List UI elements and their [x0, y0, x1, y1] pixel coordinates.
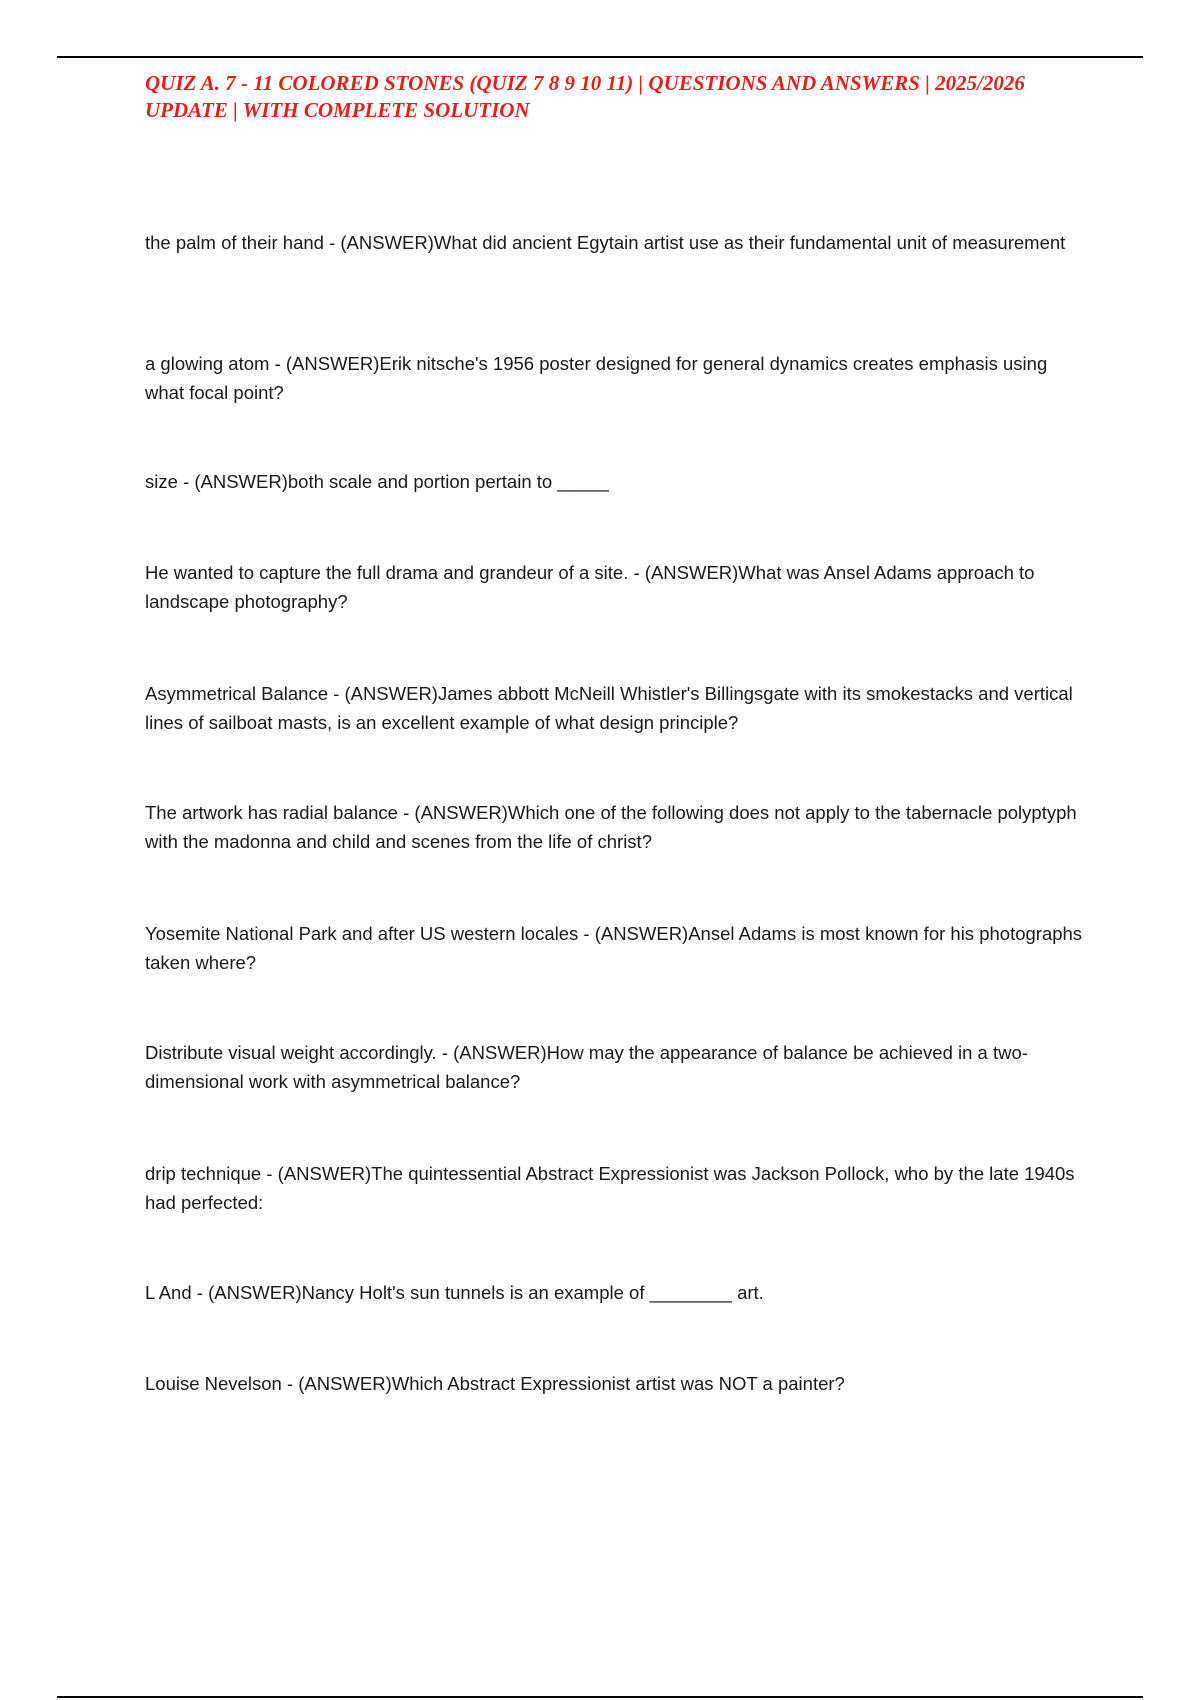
- qa-item: size - (ANSWER)both scale and portion pertain to _____: [145, 471, 609, 492]
- qa-item: Asymmetrical Balance - (ANSWER)James abbott McNeill Whistler's Billingsgate with its smokestacks and vertical lines of sailboat masts, is an excellent example of what design principle?: [145, 683, 1073, 733]
- qa-item: The artwork has radial balance - (ANSWER)Which one of the following does not apply to the tabernacle polyptyph with the madonna and child and scenes from the life of christ?: [145, 802, 1077, 852]
- document-title: QUIZ A. 7 - 11 COLORED STONES (QUIZ 7 8 9 10 11) | QUESTIONS AND ANSWERS | 2025/2026 UPDATE | WITH COMPLETE SOLUTION: [145, 71, 1025, 122]
- qa-item: Distribute visual weight accordingly. - (ANSWER)How may the appearance of balance be achieved in a two-dimensional work with asymmetrical balance?: [145, 1042, 1028, 1092]
- qa-item: drip technique - (ANSWER)The quintessential Abstract Expressionist was Jackson Pollock, who by the late 1940s had perfected:: [145, 1163, 1075, 1213]
- qa-item: a glowing atom - (ANSWER)Erik nitsche's 1956 poster designed for general dynamics creates emphasis using what focal point?: [145, 353, 1048, 403]
- qa-item: Louise Nevelson - (ANSWER)Which Abstract Expressionist artist was NOT a painter?: [145, 1373, 845, 1394]
- qa-item: He wanted to capture the full drama and grandeur of a site. - (ANSWER)What was Ansel Adams approach to landscape photography?: [145, 562, 1035, 612]
- qa-item: L And - (ANSWER)Nancy Holt's sun tunnels is an example of ________ art.: [145, 1282, 764, 1303]
- bottom-divider: [57, 1696, 1143, 1698]
- qa-item: Yosemite National Park and after US western locales - (ANSWER)Ansel Adams is most known for his photographs taken where?: [145, 923, 1083, 973]
- top-divider: [57, 56, 1143, 58]
- qa-item: the palm of their hand - (ANSWER)What did ancient Egytain artist use as their fundamental unit of measurement: [145, 232, 1066, 253]
